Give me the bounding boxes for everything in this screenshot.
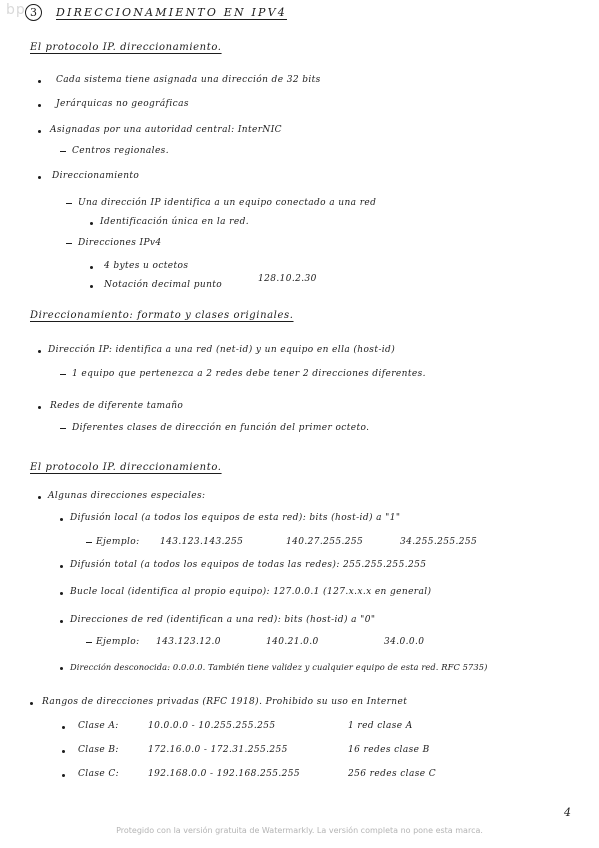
bullet-dot [38, 80, 41, 83]
s3-special-4-example-3: 34.0.0.0 [384, 637, 425, 647]
dash-marker [60, 428, 66, 429]
bullet-dot [38, 130, 41, 133]
s1-item-4-sub-2: Direcciones IPv4 [78, 238, 162, 248]
section-3-heading: El protocolo IP. direccionamiento. [30, 462, 222, 473]
s2-item-2: Redes de diferente tamaño [50, 401, 184, 411]
s3-special-4: Direcciones de red (identifican a una red): bits (host-id) a "0" [70, 615, 376, 625]
s3-special-2: Difusión total (a todos los equipos de todas las redes): 255.255.255.255 [70, 560, 427, 570]
s4-intro: Rangos de direcciones privadas (RFC 1918). Prohibido su uso en Internet [42, 697, 408, 707]
bullet-dot [90, 222, 93, 225]
s4-class-label: Clase B: [78, 745, 119, 755]
s4-class-range: 10.0.0.0 - 10.255.255.255 [148, 721, 276, 731]
s3-special-4-example-label: Ejemplo: [96, 637, 140, 647]
bullet-dot [38, 350, 41, 353]
s4-class-note: 16 redes clase B [348, 745, 430, 755]
s4-class-range: 192.168.0.0 - 192.168.255.255 [148, 769, 301, 779]
s4-class-note: 256 redes clase C [348, 769, 437, 779]
s2-item-2-sub: Diferentes clases de dirección en función del primer octeto. [72, 423, 370, 433]
dash-marker [66, 243, 72, 244]
bullet-dot [60, 518, 63, 521]
bullet-dot [90, 266, 93, 269]
section-number-circle: 3 [25, 4, 42, 21]
s4-class-label: Clase C: [78, 769, 120, 779]
page-number: 4 [564, 806, 571, 819]
dash-marker [86, 542, 92, 543]
page-title: DIRECCIONAMIENTO EN IPV4 [56, 6, 287, 19]
s3-special-1: Difusión local (a todos los equipos de esta red): bits (host-id) a "1" [70, 513, 401, 523]
s3-special-3: Bucle local (identifica al propio equipo): 127.0.0.1 (127.x.x.x en general) [70, 587, 432, 597]
s4-class-label: Clase A: [78, 721, 119, 731]
s1-dotted-decimal-example: 128.10.2.30 [258, 274, 317, 284]
s3-special-1-example-label: Ejemplo: [96, 537, 140, 547]
bullet-dot [90, 285, 93, 288]
s3-special-4-example-1: 143.123.12.0 [156, 637, 221, 647]
dash-marker [60, 151, 66, 152]
bullet-dot [30, 702, 33, 705]
s2-item-1-sub: 1 equipo que pertenezca a 2 redes debe tener 2 direcciones diferentes. [72, 369, 426, 379]
s3-special-4-example-2: 140.21.0.0 [266, 637, 319, 647]
bullet-dot [62, 726, 65, 729]
bullet-dot [60, 620, 63, 623]
bullet-dot [60, 592, 63, 595]
bullet-dot [38, 406, 41, 409]
s2-item-1: Dirección IP: identifica a una red (net-id) y un equipo en ella (host-id) [48, 345, 396, 355]
s1-item-3-sub: Centros regionales. [72, 146, 169, 156]
s3-special-1-example-2: 140.27.255.255 [286, 537, 364, 547]
watermark-text: Protegido con la versión gratuita de Watermarkly. La versión completa no pone esta marca. [116, 826, 483, 835]
dash-marker [66, 203, 72, 204]
bullet-dot [38, 496, 41, 499]
s3-special-1-example-3: 34.255.255.255 [400, 537, 478, 547]
s4-class-range: 172.16.0.0 - 172.31.255.255 [148, 745, 288, 755]
bullet-dot [38, 104, 41, 107]
bullet-dot [60, 565, 63, 568]
bullet-dot [62, 750, 65, 753]
s1-item-4-sub-2-a: 4 bytes u octetos [104, 261, 189, 271]
s3-special-5: Dirección desconocida: 0.0.0.0. También tiene validez y cualquier equipo de esta red. RFC 5735) [70, 662, 488, 672]
s1-item-4: Direccionamiento [52, 171, 140, 181]
s1-item-2: Jerárquicas no geográficas [56, 99, 189, 109]
dash-marker [60, 374, 66, 375]
s4-class-note: 1 red clase A [348, 721, 413, 731]
bullet-dot [62, 774, 65, 777]
s3-intro: Algunas direcciones especiales: [48, 491, 206, 501]
s1-item-4-sub-2-b: Notación decimal punto [104, 280, 223, 290]
section-2-heading: Direccionamiento: formato y clases originales. [30, 310, 294, 321]
corner-mark: bp [6, 2, 26, 18]
s1-item-1: Cada sistema tiene asignada una dirección de 32 bits [56, 75, 321, 85]
section-1-heading: El protocolo IP. direccionamiento. [30, 42, 222, 53]
s3-special-1-example-1: 143.123.143.255 [160, 537, 244, 547]
dash-marker [86, 642, 92, 643]
bullet-dot [60, 667, 63, 670]
s1-item-4-sub-1: Una dirección IP identifica a un equipo conectado a una red [78, 198, 377, 208]
s1-item-3: Asignadas por una autoridad central: InterNIC [50, 125, 282, 135]
s1-item-4-sub-1-detail: Identificación única en la red. [100, 217, 250, 227]
bullet-dot [38, 176, 41, 179]
